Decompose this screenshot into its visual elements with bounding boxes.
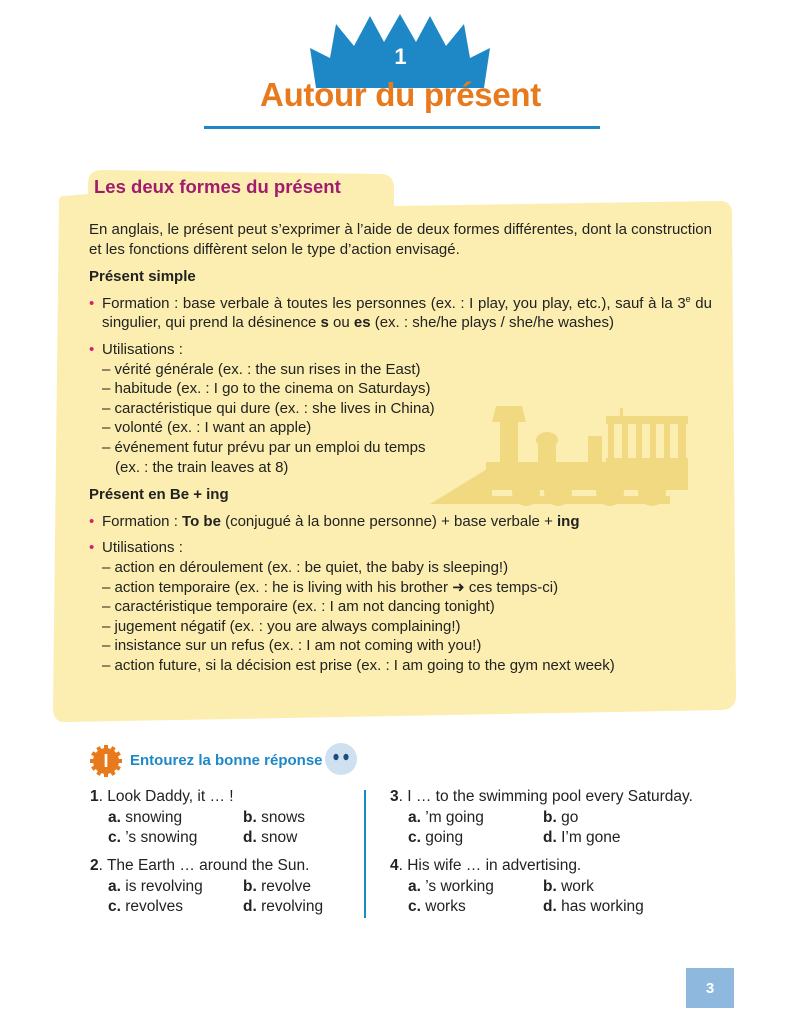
exercise-number-badge bbox=[90, 745, 122, 777]
answer-option[interactable]: c. revolves bbox=[108, 898, 183, 916]
question-1: 1. Look Daddy, it … ! a. snowing b. snows c. ’s snowing d. snow bbox=[90, 787, 373, 849]
present-simple-use: – volonté (ex. : I want an apple) bbox=[102, 419, 312, 437]
page-number: 3 bbox=[686, 968, 734, 1008]
answer-option[interactable]: c. works bbox=[408, 898, 466, 916]
lesson-body bbox=[89, 220, 712, 675]
answer-option[interactable]: b. snows bbox=[243, 808, 306, 826]
bullet-icon: • bbox=[89, 340, 95, 358]
answer-option[interactable]: b. work bbox=[543, 877, 594, 895]
difficulty-face-icon bbox=[324, 742, 358, 776]
answer-option[interactable]: a. ’m going bbox=[408, 808, 484, 826]
bullet-icon: • bbox=[89, 512, 95, 530]
title-underline bbox=[204, 126, 600, 129]
answer-option[interactable]: d. snow bbox=[243, 829, 298, 847]
answer-option[interactable]: b. revolve bbox=[243, 877, 312, 895]
answer-option[interactable]: c. ’s snowing bbox=[108, 829, 198, 847]
present-simple-use: – habitude (ex. : I go to the cinema on Saturdays) bbox=[102, 380, 431, 398]
present-continuous-use: – jugement négatif (ex. : you are always complaining!) bbox=[102, 617, 461, 635]
present-simple-use: – événement futur prévu par un emploi du temps bbox=[102, 438, 426, 456]
present-continuous-formation: • Formation : To be (conjugué à la bonne personne) + base verbale + ing bbox=[89, 512, 580, 530]
answer-option[interactable]: c. going bbox=[408, 829, 464, 847]
page-title: Autour du présent bbox=[260, 76, 541, 113]
present-simple-use: – vérité générale (ex. : the sun rises in the East) bbox=[102, 360, 421, 378]
answer-option[interactable]: a. ’s working bbox=[408, 877, 494, 895]
chapter-number: 1 bbox=[394, 44, 407, 69]
answer-option[interactable]: d. has working bbox=[543, 898, 644, 916]
answer-option[interactable]: a. snowing bbox=[108, 808, 183, 826]
present-continuous-heading: Présent en Be + ing bbox=[89, 486, 229, 504]
present-simple-use: – caractéristique qui dure (ex. : she lives in China) bbox=[102, 399, 435, 417]
present-simple-uses-label: • Utilisations : bbox=[89, 340, 183, 358]
exercise-number: I bbox=[103, 751, 109, 771]
present-continuous-use: – action en déroulement (ex. : be quiet, the baby is sleeping!) bbox=[102, 558, 509, 576]
answer-option[interactable]: d. revolving bbox=[243, 898, 324, 916]
present-continuous-use: – action temporaire (ex. : he is living with his brother ➜ ces temps-ci) bbox=[102, 578, 559, 596]
exercise-instruction: Entourez la bonne réponse bbox=[130, 752, 323, 769]
intro-paragraph: En anglais, le présent peut s’exprimer à l’aide de deux formes différentes, dont la construction et les fonctions diffèrent selon le type d’action envisagé. bbox=[89, 221, 712, 258]
section-title: Les deux formes du présent bbox=[94, 176, 341, 197]
present-continuous-use: – action future, si la décision est prise (ex. : I am going to the gym next week) bbox=[102, 656, 615, 674]
question-3: 3. I … to the swimming pool every Saturday. a. ’m going b. go c. going d. I’m gone bbox=[390, 787, 693, 849]
question-4: 4. His wife … in advertising. a. ’s working b. work c. works d. has working bbox=[390, 856, 673, 918]
present-continuous-uses-label: • Utilisations : bbox=[89, 539, 183, 557]
answer-option[interactable]: a. is revolving bbox=[108, 877, 203, 895]
present-continuous-use: – insistance sur un refus (ex. : I am not coming with you!) bbox=[102, 637, 482, 655]
answer-option[interactable]: b. go bbox=[543, 808, 579, 826]
bullet-icon: • bbox=[89, 294, 95, 312]
question-2: 2. The Earth … around the Sun. a. is revolving b. revolve c. revolves d. revolving bbox=[90, 856, 373, 918]
answer-option[interactable]: d. I’m gone bbox=[543, 829, 621, 847]
present-continuous-use: – caractéristique temporaire (ex. : I am not dancing tonight) bbox=[102, 598, 495, 616]
bullet-icon: • bbox=[89, 539, 95, 557]
present-simple-heading: Présent simple bbox=[89, 268, 196, 286]
present-simple-use-continued: (ex. : the train leaves at 8) bbox=[115, 458, 289, 476]
present-simple-formation: • Formation : base verbale à toutes les personnes (ex. : I play, you play, etc.), sauf à la 3e du singulier, qui prend la désinence s ou es (ex. : she/he plays / she/he washes) bbox=[89, 293, 712, 332]
